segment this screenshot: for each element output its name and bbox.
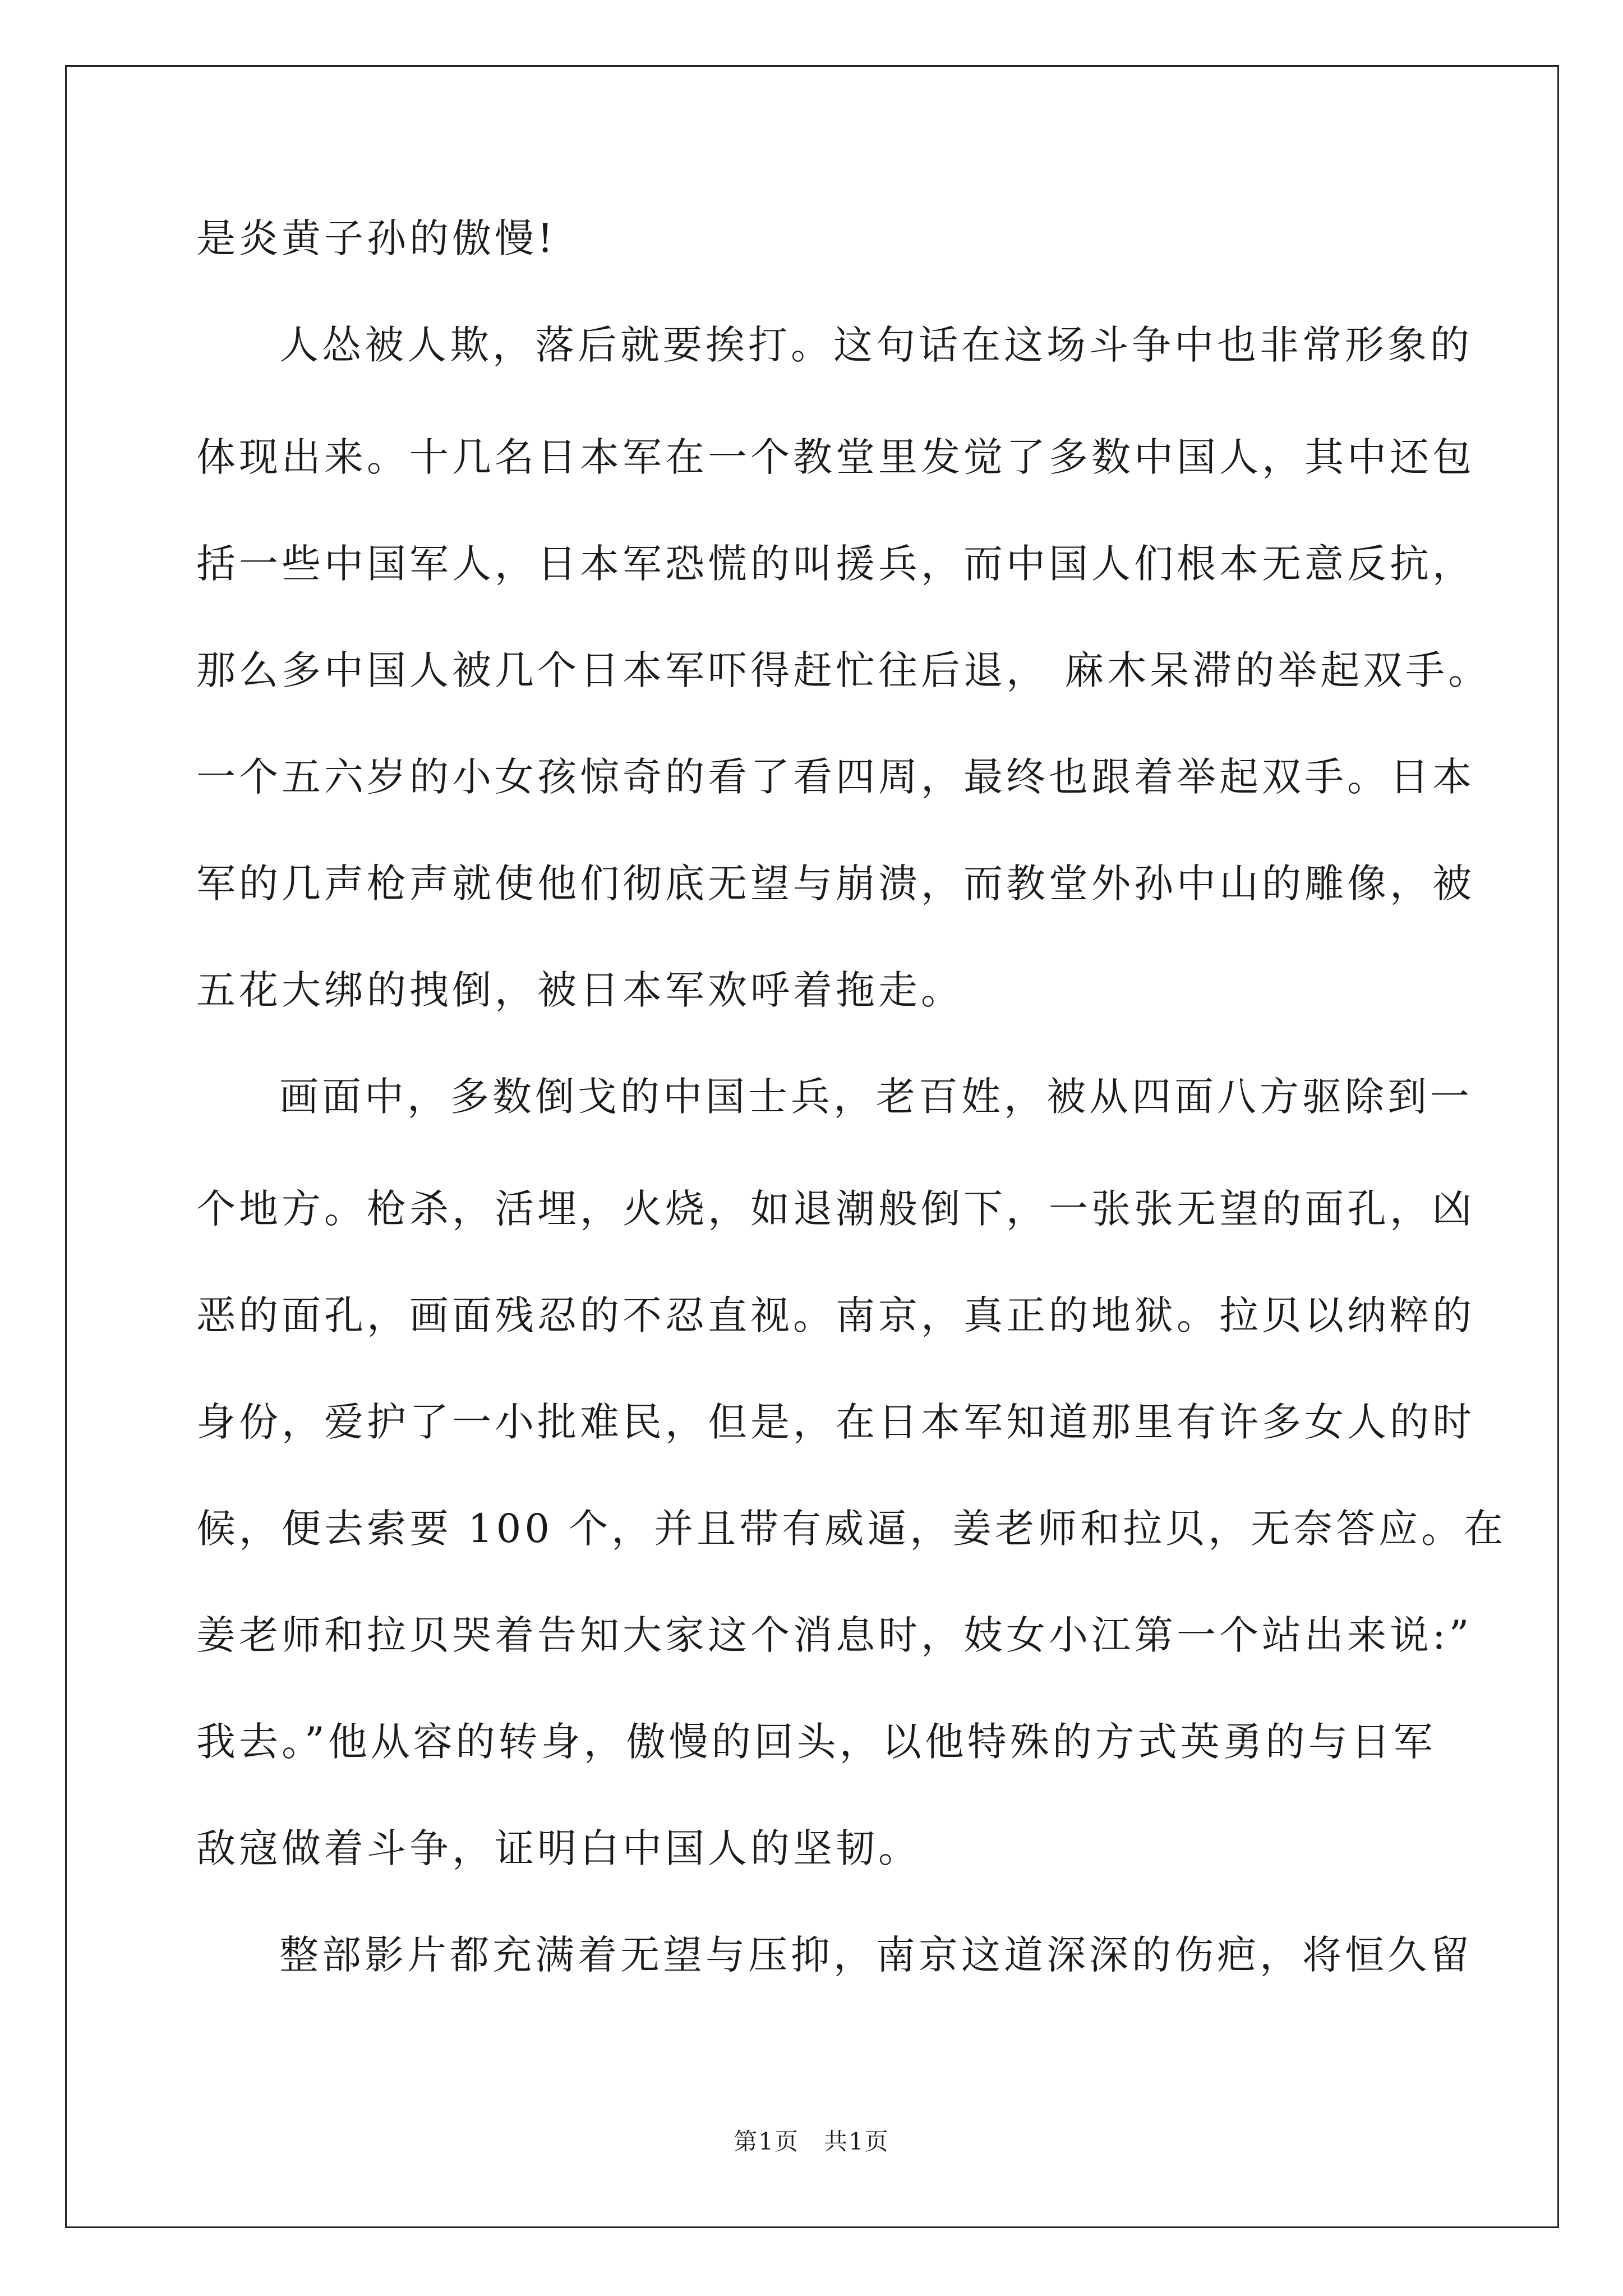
text-line: 身份，爱护了一小批难民，但是，在日本军知道那里有许多女人的时 — [196, 1399, 1475, 1445]
text-line: 五花大绑的拽倒，被日本军欢呼着拖走。 — [196, 967, 963, 1013]
paragraph-start-line: 画面中，多数倒戈的中国士兵，老百姓，被从四面八方驱除到一 — [279, 1074, 1473, 1120]
text-line: 恶的面孔，画面残忍的不忍直视。南京，真正的地狱。拉贝以纳粹的 — [196, 1292, 1475, 1338]
text-line: 我去。”他从容的转身，傲慢的回头，以他特殊的方式英勇的与日军 — [196, 1719, 1436, 1765]
paragraph-start-line: 整部影片都充满着无望与压抑，南京这道深深的伤疤，将恒久留 — [279, 1932, 1473, 1978]
text-line: 那么多中国人被几个日本军吓得赶忙往后退， 麻木呆滞的举起双手。 — [196, 647, 1491, 693]
paragraph-start-line: 人怂被人欺，落后就要挨打。这句话在这场斗争中也非常形象的 — [279, 322, 1473, 368]
document-body — [196, 208, 1507, 2036]
text-line: 军的几声枪声就使他们彻底无望与崩溃，而教堂外孙中山的雕像，被 — [196, 861, 1475, 907]
text-line: 候，便去索要 100 个，并且带有威逼，姜老师和拉贝，无奈答应。在 — [196, 1506, 1507, 1552]
text-line: 姜老师和拉贝哭着告知大家这个消息时，妓女小江第一个站出来说:” — [196, 1612, 1473, 1658]
text-line: 个地方。枪杀，活埋，火烧，如退潮般倒下，一张张无望的面孔，凶 — [196, 1186, 1475, 1232]
page-footer: 第1页 共1页 — [734, 2128, 889, 2155]
text-line: 是炎黄子孙的傲慢! — [196, 215, 557, 261]
text-line: 体现出来。十几名日本军在一个教堂里发觉了多数中国人，其中还包 — [196, 434, 1475, 480]
text-line: 敌寇做着斗争，证明白中国人的坚韧。 — [196, 1825, 921, 1871]
text-line: 一个五六岁的小女孩惊奇的看了看四周，最终也跟着举起双手。日本 — [196, 754, 1475, 800]
text-line: 括一些中国军人，日本军恐慌的叫援兵，而中国人们根本无意反抗， — [196, 541, 1475, 587]
